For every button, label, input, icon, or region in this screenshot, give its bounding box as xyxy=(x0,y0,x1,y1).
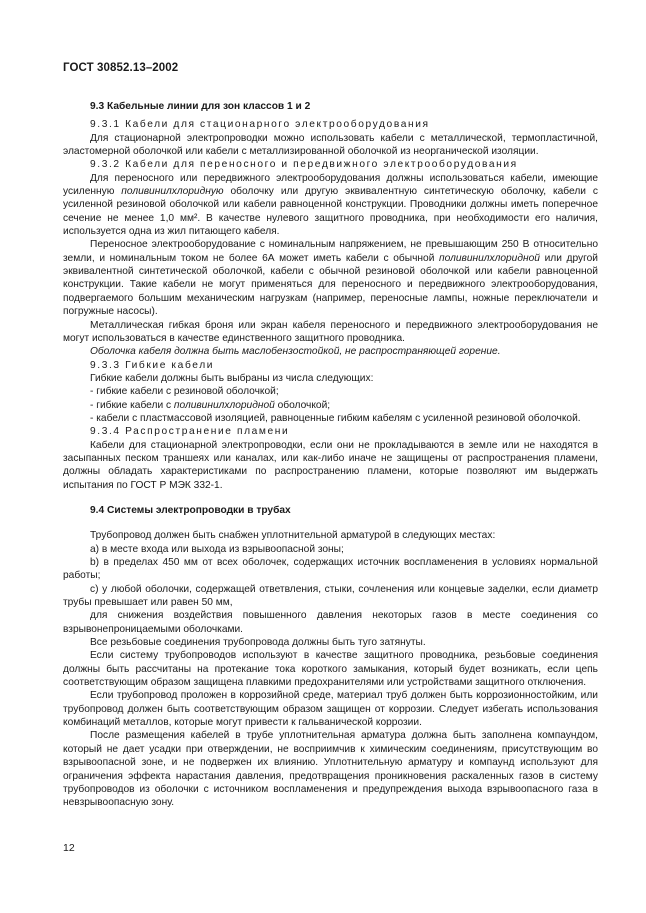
paragraph xyxy=(63,172,598,239)
paragraph: После размещения кабелей в трубе уплотнительная арматура должна быть заполнена компаундом, который не дает усадки при отверждении, не восприимчив к химическим соединениям, присутствующим во взрывоопасной зоне, и не подвержен их влиянию. Уплотнительную арматуру и компаунд используют для ограничения эффекта нарастания давления, предотвращения проникновения раскаленных газов в систему трубопроводов из оболочки с источником воспламенения и предупреждения выхода взрывоопасного газа в невзрывоопасную зону. xyxy=(63,730,598,809)
list-item: c) у любой оболочки, содержащей ответвления, стыки, сочленения или концевые заделки, если диаметр трубы превышает или равен 50 мм, xyxy=(63,583,598,609)
text-run-italic: поливинилхлоридной xyxy=(439,252,540,264)
text-run: или другой эквивалентной синтетической оболочкой, кабели с обычной резиновой оболочкой или кабели равноценной конструкции. Такие кабели не могут применяться для переносного и передвижного электрооборудования, подвергаемого большим механическим нагрузкам (например, переносные лампы, ножные переключатели и погружные насосы). xyxy=(63,252,598,318)
section-heading-9-3: 9.3 Кабельные линии для зон классов 1 и 2 xyxy=(90,101,311,112)
paragraph xyxy=(63,238,598,318)
text-run: оболочку или другую эквивалентную синтетическую оболочку, кабели с усиленной резиновой оболочкой или кабели равноценной конструкции. Проводники должны иметь поперечное сечение не менее 1,0 мм². В качестве нулевого защитного проводника, при необходимости его наличия, используется одна из жил питающего кабеля. xyxy=(63,186,598,238)
list-item: а) в месте входа или выхода из взрывоопасной зоны; xyxy=(90,543,344,555)
subsection-heading-9-3-3: 9.3.3 Гибкие кабели xyxy=(90,359,215,371)
paragraph-italic: Оболочка кабеля должна быть маслобензостойкой, не распространяющей горение. xyxy=(90,346,501,358)
text-run: Переносное электрооборудование с номинальным напряжением, не превышающим 250 В относительно земли, и номинальным током не более 6А может иметь кабели с обычной xyxy=(63,239,598,264)
paragraph: Если трубопровод проложен в коррозийной среде, материал труб должен быть коррозионностойким, или трубопровод должен быть соответствующим образом защищен от коррозии. Следует избегать использования комбинаций металлов, которые могут привести к гальванической коррозии. xyxy=(63,690,598,729)
list-item xyxy=(63,399,598,412)
list-item: b) в пределах 450 мм от всех оболочек, содержащих источник воспламенения в условиях нормальной работы; xyxy=(63,557,598,582)
list-item: - кабели с пластмассовой изоляцией, равноценные гибким кабелям с усиленной резиновой оболочкой. xyxy=(90,412,581,424)
document-header: ГОСТ 30852.13–2002 xyxy=(63,62,179,74)
paragraph: Если систему трубопроводов используют в качестве защитного проводника, резьбовые соединения должны быть рассчитаны на протекание тока короткого замыкания, который будет возникать, если цепь соответствующим образом защищена плавкими предохранителями или устройствами защитного отключения. xyxy=(63,650,598,689)
document-body xyxy=(63,92,598,810)
section-heading-9-4: 9.4 Системы электропроводки в трубах xyxy=(90,504,291,516)
paragraph: Металлическая гибкая броня или экран кабеля переносного и передвижного электрооборудования не могут использоваться в качестве единственного защитного проводника. xyxy=(63,319,598,344)
text-run: - гибкие кабели с xyxy=(90,399,174,411)
text-run: Для переносного или передвижного электрооборудования должны использоваться кабели, имеющие усиленную xyxy=(63,172,598,198)
list-item: - гибкие кабели с резиновой оболочкой; xyxy=(90,386,279,398)
paragraph: Гибкие кабели должны быть выбраны из числа следующих: xyxy=(90,372,374,384)
text-run-italic: поливинилхлоридной xyxy=(173,399,275,411)
subsection-heading-9-3-2: 9.3.2 Кабели для переносного и передвижного электрооборудования xyxy=(90,159,518,171)
paragraph: Для стационарной электропроводки можно использовать кабели с металлической, термопластичной, эластомерной оболочкой или кабели с металлизированной оболочкой из неорганической изоляции. xyxy=(63,132,598,158)
text-run: оболочкой; xyxy=(274,399,331,411)
text-run-italic: поливинилхлоридную xyxy=(121,186,224,198)
paragraph: для снижения воздействия повышенного давления некоторых газов в месте соединения со взрывонепроницаемыми оболочками. xyxy=(63,610,598,635)
paragraph: Кабели для стационарной электропроводки, если они не прокладываются в земле или не находятся в засыпанных песком траншеях или каналах, или как-либо иначе не защищены от распространения пламени, должны обладать характеристиками по распространению пламени, которые позволяют им выдержать испытания по ГОСТ Р МЭК 332-1. xyxy=(63,439,598,491)
subsection-heading-9-3-4: 9.3.4 Распространение пламени xyxy=(90,426,290,438)
page-number: 12 xyxy=(63,842,75,854)
paragraph: Трубопровод должен быть снабжен уплотнительной арматурой в следующих местах: xyxy=(90,530,496,542)
paragraph: Все резьбовые соединения трубопровода должны быть туго затянуты. xyxy=(90,637,426,649)
subsection-heading-9-3-1: 9.3.1 Кабели для стационарного электрооборудования xyxy=(90,119,430,131)
